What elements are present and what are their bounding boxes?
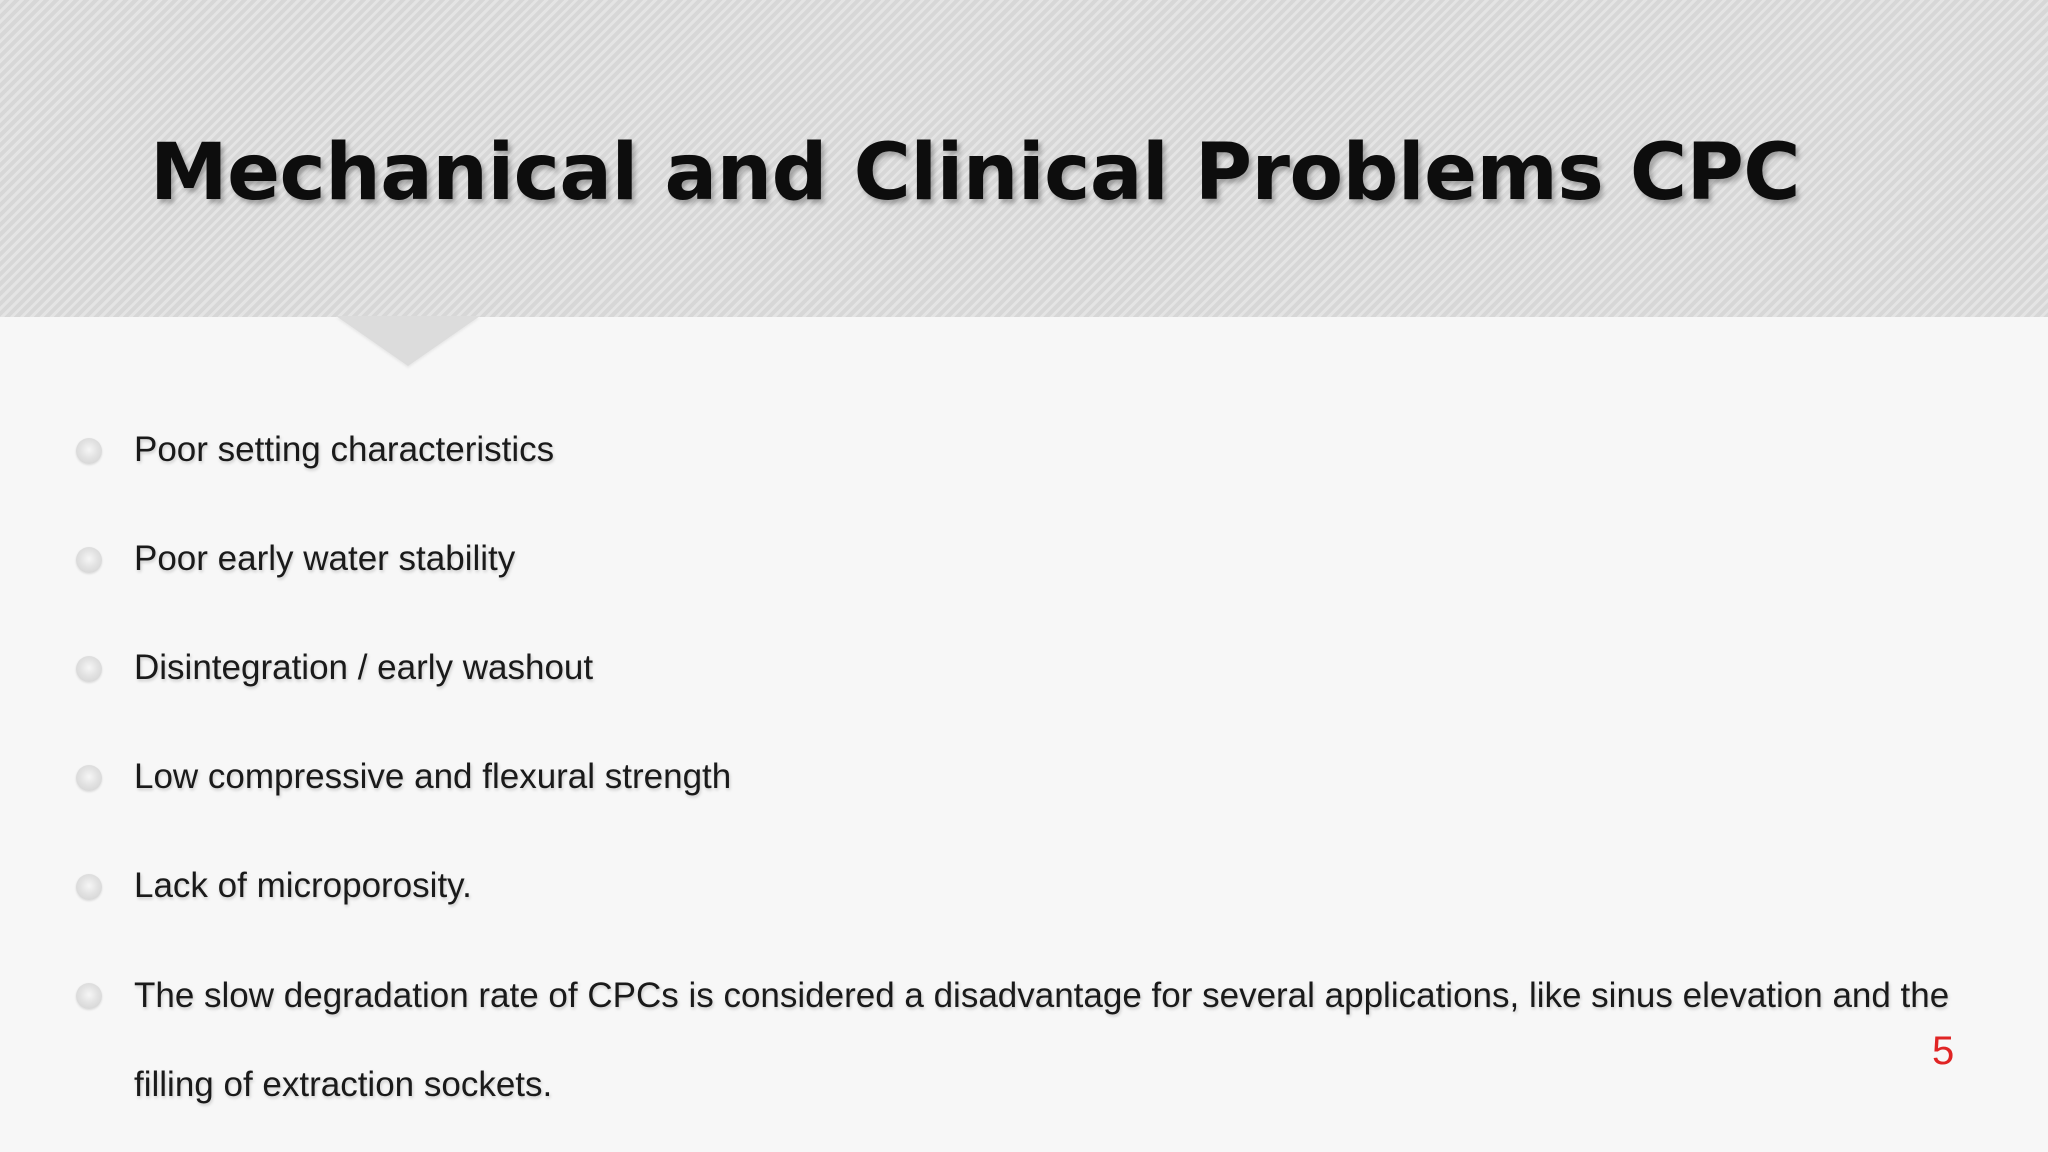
bullet-item [72, 951, 2012, 1129]
bullet-item [72, 422, 2012, 478]
bullet-circle-icon [76, 765, 102, 791]
page-number: 5 [1932, 1029, 1955, 1073]
bullet-list [72, 422, 2012, 1152]
bullet-circle-icon [76, 547, 102, 573]
slide-title: Mechanical and Clinical Problems CPC [150, 128, 1801, 218]
bullet-item [72, 858, 2012, 914]
bullet-text: Low compressive and flexural strength [134, 757, 732, 796]
bullet-text: Lack of microporosity. [134, 866, 472, 905]
bullet-text: The slow degradation rate of CPCs is considered a disadvantage for several applications, like sinus elevation and the filling of extraction sockets. [134, 976, 1950, 1104]
bullet-item [72, 531, 2012, 587]
bullet-circle-icon [76, 656, 102, 682]
bullet-text: Disintegration / early washout [134, 648, 594, 687]
bullet-item [72, 640, 2012, 696]
bullet-item [72, 749, 2012, 805]
bullet-circle-icon [76, 874, 102, 900]
bullet-text: Poor setting characteristics [134, 430, 555, 469]
bullet-circle-icon [76, 438, 102, 464]
header-pointer [336, 316, 480, 366]
bullet-circle-icon [76, 983, 102, 1009]
bullet-text: Poor early water stability [134, 539, 516, 578]
